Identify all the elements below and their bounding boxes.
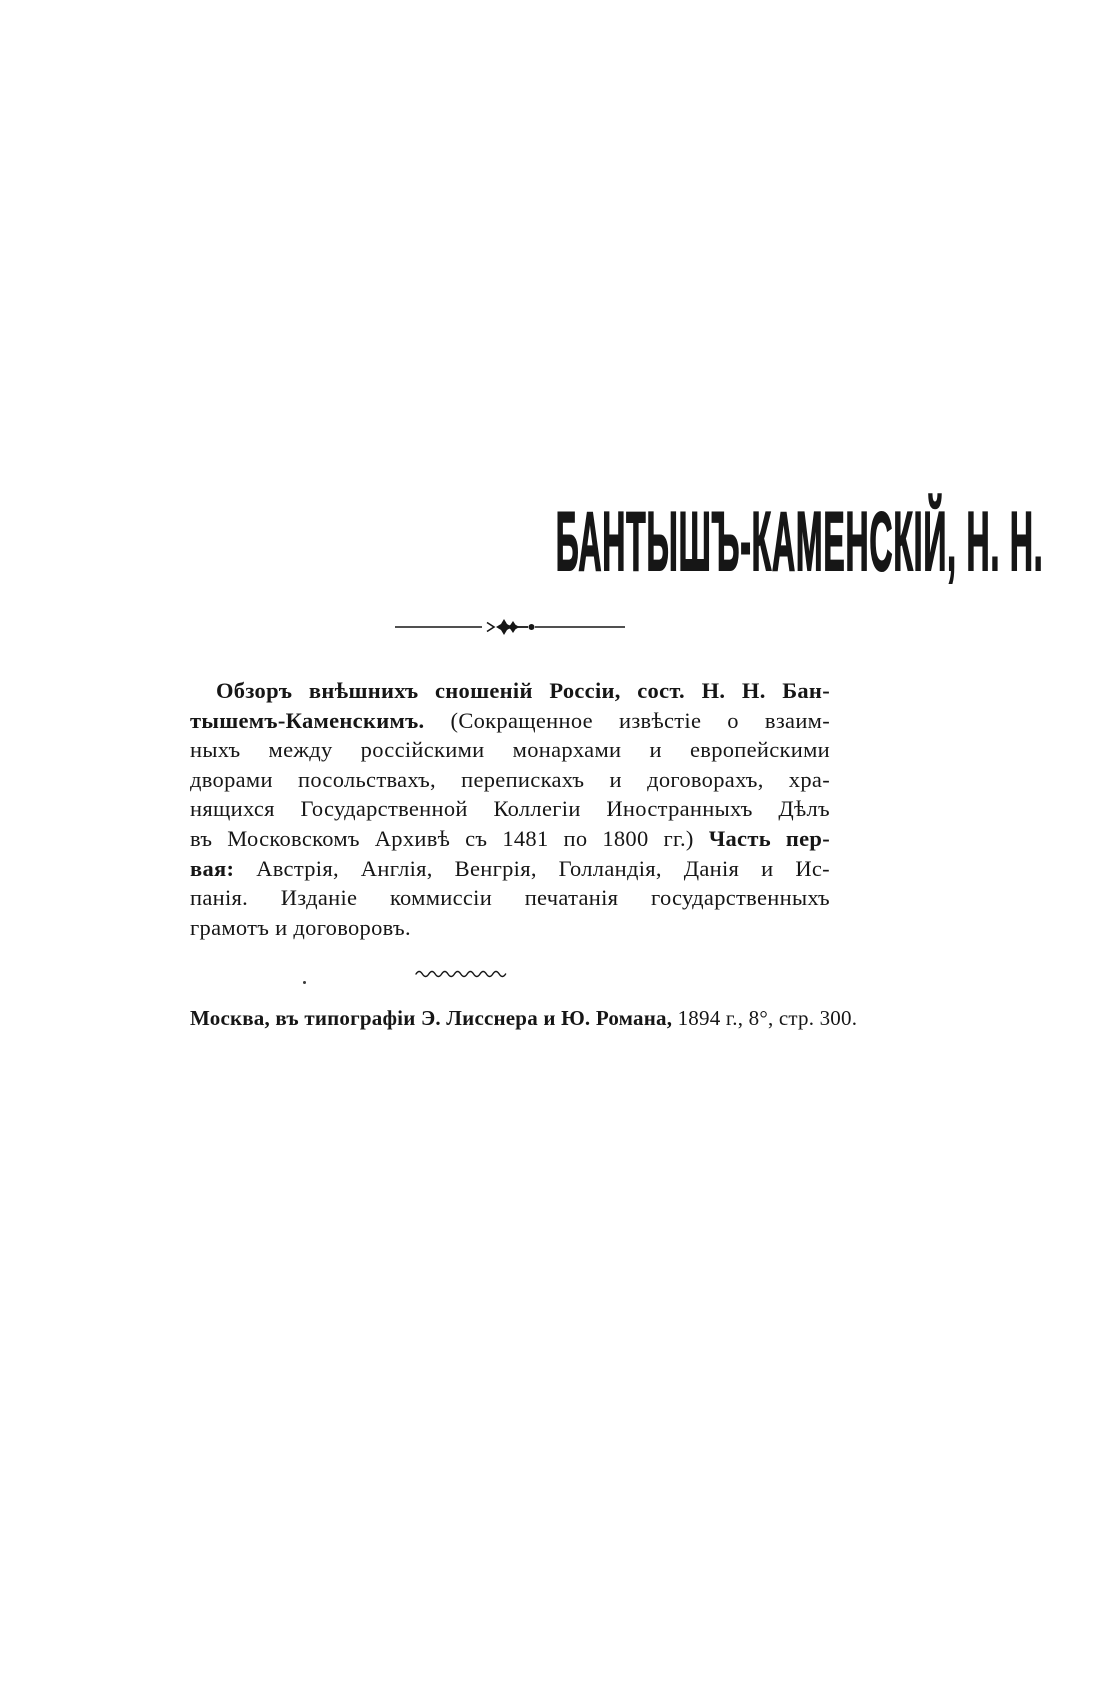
imprint-year-pages: 1894 г., 8°, стр. 300. — [677, 1006, 858, 1030]
entry-line — [190, 794, 830, 824]
entry-line — [190, 765, 830, 795]
imprint-line — [190, 1004, 910, 1032]
entry-text: Австрія, Англія, Венгрія, Голландія, Данія и Ис- — [256, 855, 830, 881]
entry-bold-text: Часть пер- — [708, 825, 830, 851]
entry-text: (Сокращенное извѣстіе о взаим- — [450, 707, 830, 733]
entry-text: ныхъ между россійскими монархами и европейскими — [190, 737, 830, 763]
catalog-entry — [190, 676, 830, 942]
entry-text: дворами посольствахъ, перепискахъ и договорахъ, хра- — [190, 766, 830, 792]
entry-text: въ Московскомъ Архивѣ съ 1481 по 1800 гг.) — [190, 825, 694, 851]
squiggle-divider-icon — [414, 967, 514, 979]
entry-bold-text: тышемъ-Каменскимъ. — [190, 707, 425, 733]
page-title — [190, 494, 1044, 588]
entry-line — [190, 913, 830, 943]
ink-speck — [303, 981, 306, 984]
entry-line — [190, 883, 830, 913]
page-title-text: БАНТЫШЪ-КАМЕНСКІЙ, Н. Н. — [555, 494, 1044, 588]
entry-line — [190, 854, 830, 884]
squiggle-divider — [414, 966, 514, 984]
entry-line — [190, 676, 830, 706]
ornament-divider-icon — [394, 618, 626, 636]
entry-bold-text: вая: — [190, 855, 235, 881]
entry-text: панія. Изданіе коммиссіи печатанія государственныхъ — [190, 885, 830, 911]
entry-line — [190, 706, 830, 736]
imprint-city-publisher: Москва, въ типографіи Э. Лисснера и Ю. Романа, — [190, 1006, 673, 1030]
entry-line — [190, 824, 830, 854]
entry-text: нящихся Государственной Коллегіи Иностранныхъ Дѣлъ — [190, 796, 830, 822]
entry-line — [190, 735, 830, 765]
entry-bold-text: Обзоръ внѣшнихъ сношеній Россіи, сост. Н. Н. Бан- — [216, 678, 830, 703]
ornament-divider — [190, 618, 830, 636]
entry-text: грамотъ и договоровъ. — [190, 914, 411, 940]
